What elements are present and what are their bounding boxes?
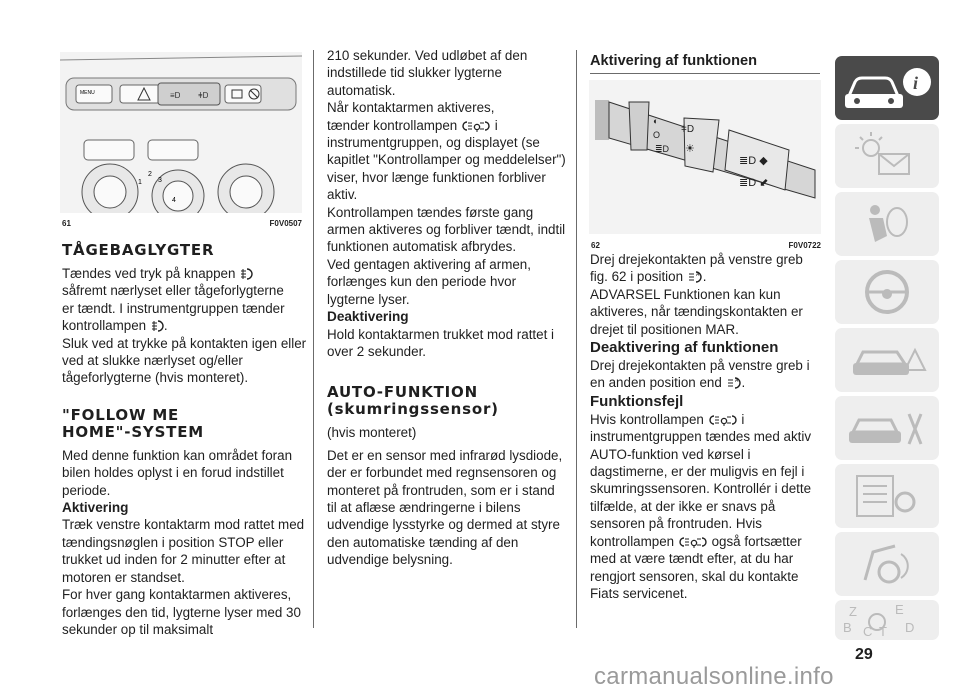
dial-number-3: 3 — [158, 177, 162, 184]
auto-function-heading — [327, 384, 567, 418]
tab-technical-data[interactable] — [835, 464, 939, 528]
svg-text:≡D: ≡D — [170, 91, 181, 100]
col2-text-c: i — [494, 117, 498, 133]
svg-text:◐: ◐ — [653, 116, 659, 126]
figure-61-illustration — [60, 52, 302, 213]
func-deact-text-a: Drej drejekontakten på venstre greb i — [590, 358, 810, 374]
dashboard-controls-drawing — [60, 52, 302, 213]
index-letter-1: Z — [849, 604, 857, 619]
airbag-seat-icon — [835, 192, 939, 256]
func-deact-paragraph — [590, 357, 830, 392]
func-deact-text-b: en anden position end — [590, 375, 722, 391]
dial-number-4: 4 — [172, 197, 176, 204]
follow-me-warning-light-icon — [708, 413, 738, 427]
follow-me-heading — [62, 407, 312, 441]
fog-paragraph-1: Tændes ved tryk på knappen såfremt nærlyset eller tågeforlygterne er tændt. I instrumentgruppen tænder kontrollampen . — [62, 266, 285, 334]
heading-underline — [590, 73, 820, 74]
fog-text-b: såfremt nærlyset eller tågeforlygterne — [62, 283, 284, 299]
function-deactivation-heading: Deaktivering af funktionen — [590, 339, 779, 357]
fault-text-a: Hvis kontrollampen — [590, 411, 704, 427]
auto-light-icon — [726, 376, 742, 390]
index-letter-3: B — [843, 620, 852, 635]
fog-paragraph-2: Sluk ved at trykke på kontakten igen eller ved at slukke nærlyset og/eller tågeforlygterne (hvis monteret). — [62, 335, 307, 386]
figure-62-caption — [591, 241, 821, 250]
tab-index[interactable] — [835, 600, 939, 640]
svg-text:≣D: ≣D — [655, 144, 670, 154]
figure-61-code: F0V0507 — [269, 219, 302, 228]
fault-text-f: med at være tændt efter, at du har rengjort sensoren, skal du kontakte Fiats servicenet. — [590, 551, 799, 601]
index-letter-5: T — [879, 624, 887, 639]
auto-light-icon — [687, 270, 703, 284]
fog-text-d: kontrollampen — [62, 318, 147, 334]
malfunction-heading: Funktionsfejl — [590, 392, 684, 410]
car-service-icon — [835, 396, 939, 460]
tab-emergency[interactable] — [835, 328, 939, 392]
column-divider-1 — [313, 50, 314, 628]
tab-car-info[interactable] — [835, 56, 939, 120]
auto-paragraph: Det er en sensor med infrarød lysdiode, der er forbundet med regnsensoren og monteret på frontruden, som er i stand til at aflæse ændringerne i bilens udvendige lysstyrke og dermed at styre den automatiske tænding af den udvendige belysning. — [327, 447, 563, 568]
figure-62-illustration — [589, 80, 821, 234]
col2-text-b: tænder kontrollampen — [327, 117, 458, 133]
deactivation-paragraph: Hold kontaktarmen trukket mod rattet i over 2 sekunder. — [327, 326, 554, 359]
tab-multimedia[interactable] — [835, 532, 939, 596]
figure-62-number: 62 — [591, 241, 600, 250]
svg-text:≣D ⬋: ≣D ⬋ — [739, 177, 769, 189]
column-2 — [327, 47, 567, 569]
func-text-c: . — [702, 269, 707, 285]
activation-heading: Aktivering — [62, 500, 129, 516]
svg-text:A: A — [734, 378, 738, 385]
svg-text:O: O — [653, 130, 661, 140]
activation-paragraph-2: For hver gang kontaktarmen aktiveres, forlænges den tid, lygterne lyser med 30 sekunder op til maksimalt — [62, 587, 301, 637]
svg-text:MENU: MENU — [80, 90, 95, 96]
deactivation-heading: Deaktivering — [327, 309, 409, 325]
func-paragraph-1 — [590, 251, 830, 286]
figure-61-number: 61 — [62, 219, 71, 228]
func-text-a: Drej drejekontakten på venstre greb — [590, 252, 803, 267]
auto-subtitle: (hvis monteret) — [327, 425, 417, 441]
car-roadside-icon — [835, 328, 939, 392]
tab-maintenance[interactable] — [835, 396, 939, 460]
index-letter-4: C — [863, 624, 873, 639]
light-stalk-drawing — [589, 80, 821, 234]
col2-paragraph-1: 210 sekunder. Ved udløbet af den indstillede tid slukker lygterne automatisk. — [327, 48, 528, 98]
follow-me-warning-light-icon — [678, 535, 708, 549]
index-letter-6: D — [905, 620, 915, 635]
watermark: carmanualsonline.info — [594, 663, 834, 690]
svg-text:i: i — [913, 73, 919, 93]
follow-me-paragraph: Med denne funktion kan området foran bilen holdes oplyst i en forud indstillet periode. — [62, 447, 293, 498]
tab-warning-lights[interactable] — [835, 124, 939, 188]
func-text-b: fig. 62 i position — [590, 269, 684, 285]
specifications-icon — [835, 464, 939, 528]
fog-text-a: Tændes ved tryk på knappen — [62, 266, 236, 281]
activation-paragraph-1: Træk venstre kontaktarm mod rattet med tændingsnøglen i position STOP eller trukket ud inden for 2 minutter efter at motoren er standset. — [62, 517, 305, 585]
tab-safety[interactable] — [835, 192, 939, 256]
svg-text:≣D ◆: ≣D ◆ — [739, 155, 768, 167]
svg-text:A: A — [695, 272, 700, 279]
follow-me-warning-light-icon — [461, 119, 491, 133]
col2-text-d: instrumentgruppen, og displayet (se kapitlet "Kontrollamper og meddelelser") viser, hvor længe funktionen forbliver aktiv. — [327, 135, 566, 203]
figure-62-code: F0V0722 — [788, 241, 821, 250]
malfunction-paragraph — [590, 411, 830, 602]
follow-me-heading-line-2: HOME"-SYSTEM — [62, 422, 204, 441]
rear-fog-light-icon — [239, 267, 253, 281]
index-letter-2: E — [895, 602, 904, 617]
col2-paragraph-4: Ved gentagen aktivering af armen, forlænges kun den periode hvor lygterne lyser. — [327, 256, 531, 307]
warning-lights-icon — [835, 124, 939, 188]
fault-text-b: i — [741, 411, 745, 427]
col2-paragraph-2 — [327, 99, 567, 203]
follow-me-heading-line-1: "FOLLOW ME — [62, 405, 180, 424]
col2-paragraph-3: Kontrollampen tændes første gang armen aktiveres og forbliver tændt, indtil funktionen automatisk afbrydes. — [327, 204, 566, 255]
dial-number-2: 2 — [148, 171, 152, 178]
page-number: 29 — [855, 646, 873, 663]
column-divider-2 — [576, 50, 577, 628]
warning-paragraph: ADVARSEL Funktionen kan kun aktiveres, når tændingskontakten er drejet til positionen MAR. — [590, 286, 803, 337]
col2-text-a: Når kontaktarmen aktiveres, — [327, 100, 495, 116]
figure-61-caption — [62, 219, 302, 228]
fog-lights-heading: TÅGEBAGLYGTER — [62, 241, 215, 259]
column-3 — [590, 251, 830, 602]
svg-text:ǂD: ǂD — [681, 124, 695, 135]
index-icon — [835, 600, 939, 640]
fog-text-c: er tændt. I instrumentgruppen tænder — [62, 300, 285, 316]
rear-fog-light-icon — [150, 319, 164, 333]
tab-driving[interactable] — [835, 260, 939, 324]
function-activation-heading: Aktivering af funktionen — [590, 53, 758, 69]
svg-text:☀: ☀ — [685, 143, 695, 155]
auto-heading-line-2: (skumringssensor) — [327, 400, 499, 419]
multimedia-icon — [835, 532, 939, 596]
auto-heading-line-1: AUTO-FUNKTION — [327, 383, 478, 402]
dial-number-1: 1 — [138, 179, 142, 186]
column-1 — [62, 232, 312, 638]
fault-text-c: instrumentgruppen tændes med aktiv AUTO-funktion ved kørsel i dagstimerne, er der muligvis en fejl i skumringssensoren. Kontrollér i dette tilfælde, at der ikke er snavs på sensoren på frontruden. Hvis — [590, 429, 812, 532]
fault-text-e: også fortsætter — [711, 533, 802, 549]
func-deact-text-c: . — [741, 375, 746, 391]
car-info-icon — [835, 56, 939, 120]
steering-wheel-icon — [835, 260, 939, 324]
svg-text:ǂD: ǂD — [198, 91, 209, 100]
fault-text-d: kontrollampen — [590, 533, 675, 549]
